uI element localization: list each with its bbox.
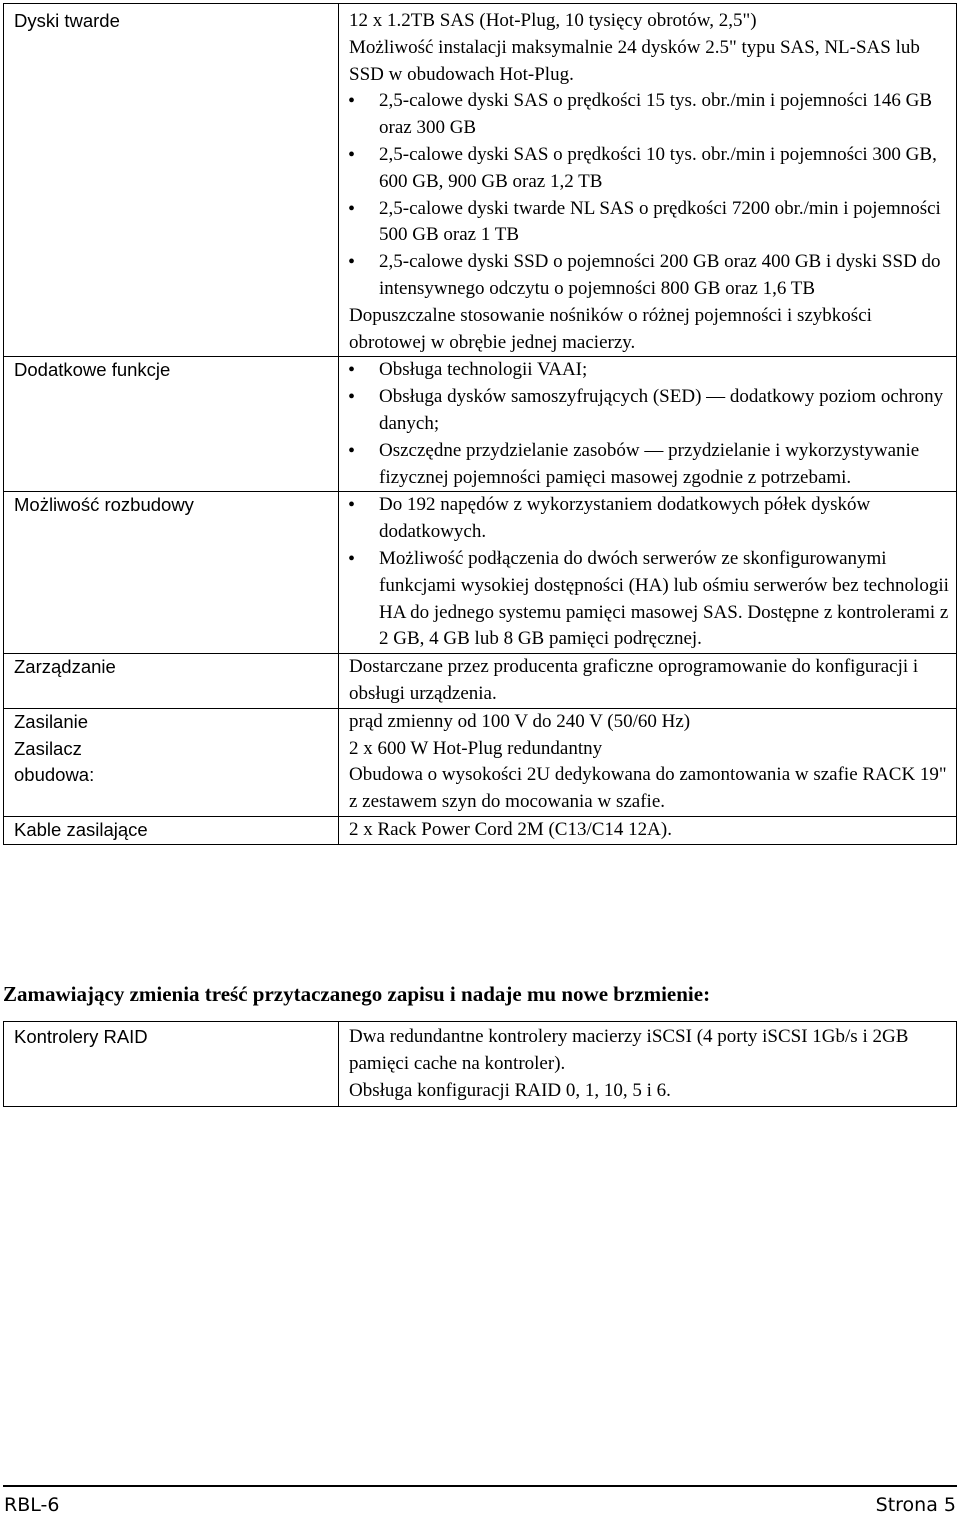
- expansion-bullet-list: [339, 492, 956, 653]
- case-value: Obudowa o wysokości 2U dedykowana do zamontowania w szafie RACK 19" z zestawem szyn do mocowania w szafie.: [349, 764, 947, 813]
- list-item: • Obsługa dysków samoszyfrujących (SED) — dodatkowy poziom ochrony danych;: [339, 384, 956, 438]
- row-label-expansion: Możliwość rozbudowy: [14, 494, 194, 516]
- raid-line-2: Obsługa konfiguracji RAID 0, 1, 10, 5 i 6.: [349, 1079, 671, 1101]
- row-disks: [4, 4, 957, 357]
- row-label-cables: Kable zasilające: [14, 818, 148, 840]
- row-label-management: Zarządzanie: [14, 656, 116, 678]
- list-item: • Do 192 napędów z wykorzystaniem dodatkowych półek dysków dodatkowych.: [339, 492, 956, 546]
- management-value: Dostarczane przez producenta graficzne oprogramowanie do konfiguracji i obsługi urządzenia.: [349, 656, 919, 704]
- disks-note: Dopuszczalne stosowanie nośników o różnej pojemności i szybkości obrotowej w obrębie jednej macierzy.: [349, 304, 872, 353]
- row-expansion: [4, 492, 957, 654]
- row-label-disks: Dyski twarde: [14, 10, 120, 31]
- raid-table: [3, 1021, 957, 1107]
- list-item: • 2,5-calowe dyski SAS o prędkości 10 tys. obr./min i pojemności 300 GB, 600 GB, 900 GB oraz 1,2 TB: [339, 142, 956, 196]
- row-label-case: obudowa:: [14, 764, 95, 786]
- psu-value: 2 x 600 W Hot-Plug redundantny: [349, 737, 603, 759]
- amendment-heading: Zamawiający zmienia treść przytaczanego zapisu i nadaje mu nowe brzmienie:: [3, 982, 711, 1006]
- row-label-raid: Kontrolery RAID: [14, 1026, 148, 1047]
- list-item: • Oszczędne przydzielanie zasobów — przydzielanie i wykorzystywanie fizycznej pojemności pamięci masowej zgodnie z potrzebami.: [339, 438, 956, 492]
- footer-doc-id: RBL-6: [4, 1494, 60, 1516]
- row-raid: [4, 1022, 957, 1107]
- row-label-extra: Dodatkowe funkcje: [14, 359, 171, 381]
- power-value: prąd zmienny od 100 V do 240 V (50/60 Hz): [349, 710, 691, 732]
- list-item: • Obsługa technologii VAAI;: [339, 357, 956, 384]
- row-extra-functions: [4, 357, 957, 492]
- disks-line-2: Możliwość instalacji maksymalnie 24 dysków 2.5" typu SAS, NL-SAS lub SSD w obudowach Hot-Plug.: [349, 36, 920, 85]
- disks-bullet-list: [339, 88, 956, 302]
- cables-value: 2 x Rack Power Cord 2M (C13/C14 12A).: [349, 818, 672, 840]
- footer-divider: [3, 1485, 957, 1487]
- row-management: [4, 654, 957, 709]
- list-item: • 2,5-calowe dyski twarde NL SAS o prędkości 7200 obr./min i pojemności 500 GB oraz 1 TB: [339, 196, 956, 250]
- list-item: • 2,5-calowe dyski SSD o pojemności 200 GB oraz 400 GB i dyski SSD do intensywnego odczytu o pojemności 800 GB oraz 1,6 TB: [339, 249, 956, 303]
- row-label-power: Zasilanie: [14, 710, 89, 732]
- row-label-psu: Zasilacz: [14, 737, 82, 759]
- row-cables: [4, 816, 957, 844]
- row-power-psu-case: [4, 708, 957, 816]
- footer-page-number: Strona 5: [875, 1494, 956, 1516]
- disks-line-1: 12 x 1.2TB SAS (Hot-Plug, 10 tysięcy obrotów, 2,5"): [349, 10, 757, 31]
- raid-line-1: Dwa redundantne kontrolery macierzy iSCSI (4 porty iSCSI 1Gb/s i 2GB pamięci cache na kontroler).: [349, 1026, 909, 1074]
- list-item: • Możliwość podłączenia do dwóch serwerów ze skonfigurowanymi funkcjami wysokiej dostępności (HA) lub ośmiu serwerów bez technologii HA do jednego systemu pamięci masowej SAS. Dostępne z kontrolerami z 2 GB, 4 GB lub 8 GB pamięci podręcznej.: [339, 546, 956, 653]
- extra-bullet-list: [339, 357, 956, 491]
- specification-table: [3, 3, 957, 845]
- list-item: • 2,5-calowe dyski SAS o prędkości 15 tys. obr./min i pojemności 146 GB oraz 300 GB: [339, 88, 956, 142]
